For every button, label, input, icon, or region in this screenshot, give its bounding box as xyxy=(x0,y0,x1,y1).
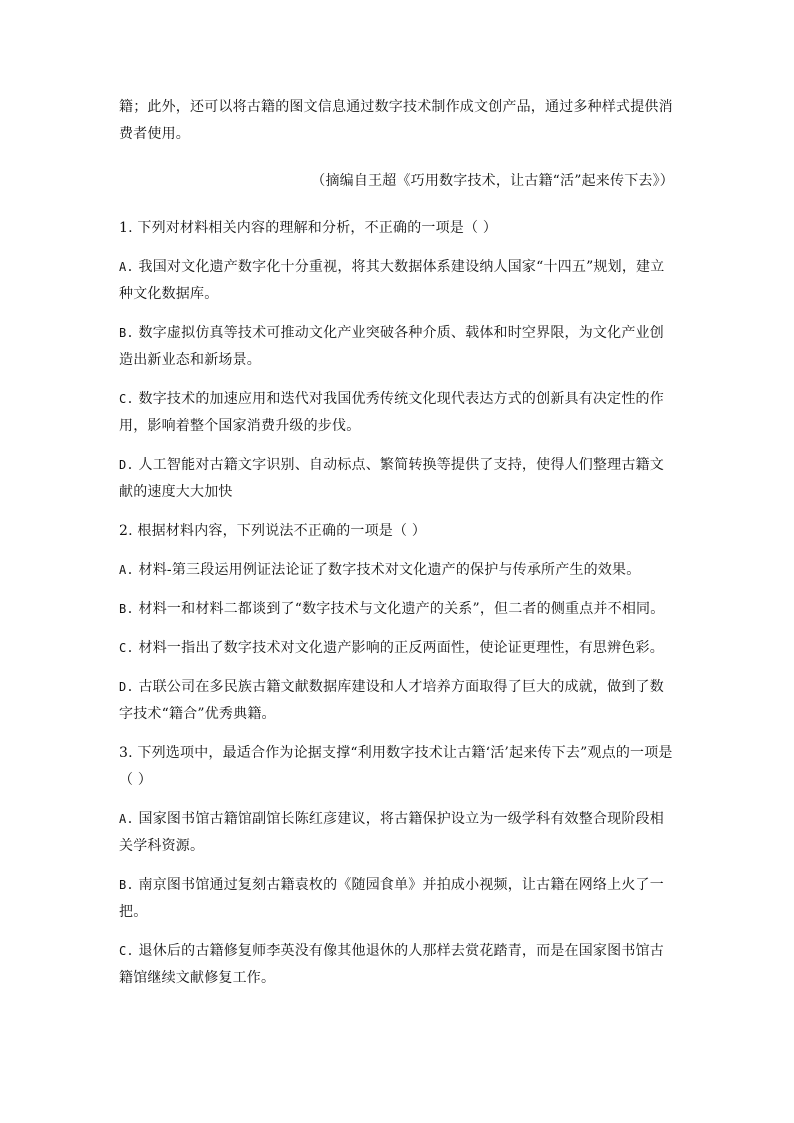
question-stem: 2. 根据材料内容，下列说法不正确的一项是（ ） xyxy=(119,523,427,539)
source-citation: （摘编自王超《巧用数字技术，让古籍“活”起来传下去》） xyxy=(311,173,674,189)
option-label: A. xyxy=(119,812,134,826)
option-text: 材料一指出了数字技术对文化遗产影响的正反两面性，使论证更理性，有思辨色彩。 xyxy=(138,640,664,656)
option-c xyxy=(119,386,674,440)
option-label: D. xyxy=(119,680,134,694)
option-text: 退休后的古籍修复师李英没有像其他退休的人那样去赏花踏青，而是在国家图书馆古籍馆继续文献修复工作。 xyxy=(119,943,664,986)
option-text: 材料-第三段运用例证法论证了数字技术对文化遗产的保护与传承所产生的效果。 xyxy=(138,562,641,578)
question-1 xyxy=(119,215,674,506)
option-b xyxy=(119,320,674,374)
intro-paragraph: 籍；此外，还可以将古籍的图文信息通过数字技术制作成文创产品，通过多种样式提供消费者使用。 xyxy=(119,99,673,142)
option-c xyxy=(119,938,674,992)
question-2 xyxy=(119,518,674,728)
option-text: 人工智能对古籍文字识别、自动标点、繁简转换等提供了支持，使得人们整理古籍文献的速度大大加快 xyxy=(119,457,664,500)
option-d xyxy=(119,452,674,506)
option-label: C. xyxy=(119,944,134,958)
option-a xyxy=(119,806,674,860)
option-b xyxy=(119,872,674,926)
option-label: B. xyxy=(119,326,134,340)
option-text: 南京图书馆通过复刻古籍袁枚的《随园食单》并拍成小视频，让古籍在网络上火了一把。 xyxy=(119,877,664,920)
option-label: C. xyxy=(119,641,134,655)
option-label: B. xyxy=(119,602,134,616)
option-text: 数字技术的加速应用和迭代对我国优秀传统文化现代表达方式的创新具有决定性的作用，影响着整个国家消费升级的步伐。 xyxy=(119,391,664,434)
option-a xyxy=(119,254,674,308)
option-text: 国家图书馆古籍馆副馆长陈红彦建议，将古籍保护设立为一级学科有效整合现阶段相关学科资源。 xyxy=(119,811,664,854)
option-label: C. xyxy=(119,392,134,406)
option-d xyxy=(119,674,674,728)
option-text: 古联公司在多民族古籍文献数据库建设和人才培养方面取得了巨大的成就，做到了数字技术“籍合”优秀典籍。 xyxy=(119,679,664,722)
option-a xyxy=(119,557,674,584)
option-text: 材料一和材料二都谈到了“数字技术与文化遗产的关系”，但二者的侧重点并不相同。 xyxy=(138,601,665,617)
option-label: B. xyxy=(119,878,134,892)
question-stem: 3. 下列选项中，最适合作为论据支撑“利用数字技术让古籍‘活’起来传下去”观点的一项是（ ） xyxy=(119,745,673,788)
question-3 xyxy=(119,740,674,992)
option-text: 我国对文化遗产数字化十分重视，将其大数据体系建设纳人国家“十四五”规划，建立种文化数据库。 xyxy=(119,259,665,302)
option-label: A. xyxy=(119,563,134,577)
option-label: A. xyxy=(119,260,134,274)
option-text: 数字虚拟仿真等技术可推动文化产业突破各种介质、载体和时空界限，为文化产业创造出新业态和新场景。 xyxy=(119,325,664,368)
option-label: D. xyxy=(119,458,134,472)
option-c xyxy=(119,635,674,662)
question-stem: 1. 下列对材料相关内容的理解和分析，不正确的一项是（ ） xyxy=(119,220,498,236)
option-b xyxy=(119,596,674,623)
